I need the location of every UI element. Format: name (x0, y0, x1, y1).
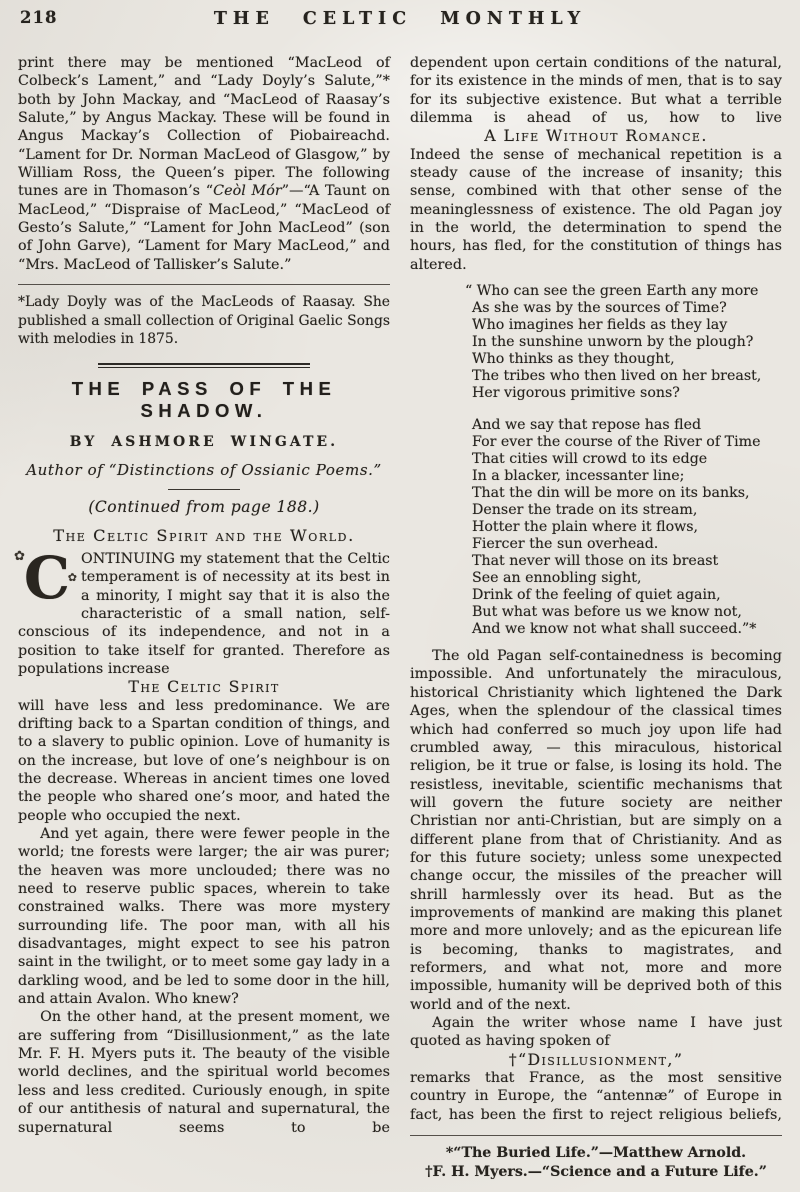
dropcap-flower-icon: ✿ (14, 548, 25, 564)
article-title: THE PASS OF THE SHADOW. (71, 377, 337, 421)
poem-line: Her vigorous primitive sons? (472, 385, 680, 402)
poem-line: Fiercer the sun overhead. (472, 536, 659, 553)
continued-note: (Continued from page 188.) (88, 497, 320, 516)
drop-cap (14, 543, 77, 612)
opening-paragraph (14, 543, 390, 678)
drop-cap-letter: C (23, 543, 71, 612)
poem-line: As she was by the sources of Time? (472, 300, 727, 317)
france-paragraph: remarks that France, as the most sensitive country in Europe, the “antennæ” of Europe in fact, has been the first to reject religious beliefs, (410, 1070, 782, 1123)
inline-heading-celtic-spirit: The Celtic Spirit (128, 677, 280, 697)
tune-collection-title: Ceòl Mór (213, 183, 282, 200)
poem-line: That the din will be more on its banks, (472, 485, 750, 502)
article-author-note: Author of “Distinctions of Ossianic Poems.” (26, 460, 382, 479)
poem-line: See an ennobling sight, (472, 570, 642, 587)
poem-line: And we know not what shall succeed.”* (472, 621, 757, 638)
poem-line: Who thinks as they thought, (472, 351, 675, 368)
right-footnotes-block (410, 1125, 782, 1192)
poem-line: That cities will crowd to its edge (472, 451, 708, 468)
poem-line: Drink of the feeling of quiet again, (472, 587, 721, 604)
poem-line: In a blacker, incessanter line; (472, 468, 685, 485)
masthead-title: THE CELTIC MONTHLY (213, 9, 587, 29)
dropcap-flower-icon: ✿ (67, 570, 77, 584)
footnote-divider-left (18, 284, 390, 285)
page-number: 218 (20, 8, 58, 27)
poem-quotation (465, 283, 782, 638)
poem-line: Denser the trade on its stream, (472, 502, 698, 519)
poem-line: And we say that repose has fled (472, 417, 702, 434)
fewer-people-paragraph: And yet again, there were fewer people in the world; tne forests were larger; the air was purer; the heaven was more unclouded; there was no need to reserve public spaces, wherein to take constrained walks. There was more mystery surrounding life. The poor man, with all his disadvantages, might expect to see his patron saint in the twilight, or to meet some gay lady in a darkling wood, and be led to some door in the hill, and attain Avalon. Who knew? (18, 826, 390, 1008)
article-byline: BY ASHMORE WINGATE. (69, 433, 339, 450)
dependent-paragraph: dependent upon certain conditions of the natural, for its existence in the minds of men, that is to say for its subjective existence. But what a terrible dilemma is ahead of us, how to live (410, 55, 782, 127)
footnote-buried-life: *“The Buried Life.”—Matthew Arnold. (445, 1145, 747, 1161)
left-continuation-text-a: print there may be mentioned “MacLeod of Colbeck’s Lament,” and “Lady Doyly’s Salute,”* both by John Mackay, and “MacLeod of Raasay’s Salute,” by Angus Mackay. These will be found in Angus Mackay’s Collection of Piobaireachd. “Lament for Dr. Norman MacLeod of Glasgow,” by William Ross, the Queen’s piper. The following tunes are in Thomason’s “ (18, 55, 390, 200)
heading-life-without-romance: A Life Without Romance. (484, 126, 708, 146)
running-head (18, 6, 782, 36)
right-column (410, 54, 782, 1192)
article-head-divider (98, 363, 310, 368)
left-footnote: *Lady Doyly was of the MacLeods of Raasay. She published a small collection of Original Gaelic Songs with melodies in 1875. (18, 294, 390, 347)
heading-disillusionment: †“Disillusionment,” (508, 1049, 684, 1069)
poem-stanza-2 (465, 417, 782, 638)
left-continuation-text-b: ”—“A Taunt on MacLeod,” “Dispraise of MacLeod,” “MacLeod of Gesto’s Salute,” “Lament for John MacLeod” (son of John Garve), “Lament for Mary MacLeod,” and “Mrs. MacLeod of Tallisker’s Salute.” (18, 183, 391, 273)
poem-stanza-1 (465, 283, 782, 402)
mechanical-repetition-paragraph: Indeed the sense of mechanical repetition is a steady cause of the increase of insanity; this sense, combined with that other sense of the meaninglessness of existence. The old Pagan joy in the world, the determination to spend the hours, has fled, for the constitution of things has altered. (410, 146, 782, 273)
disillusionment-paragraph: On the other hand, at the present moment, we are suffering from “Disillusionment,” as the late Mr. F. H. Myers puts it. The beauty of the visible world declines, and the spiritual world becomes less and less credited. Curiously enough, in spite of our antithesis of natural and supernatural, the supernatural seems to be (18, 1009, 390, 1136)
poem-line: Hotter the plain where it flows, (472, 519, 699, 536)
section-heading: The Celtic Spirit and the World. (53, 525, 355, 545)
left-continuation-paragraph (18, 54, 390, 274)
pagan-self-containedness-paragraph: The old Pagan self-containedness is becoming impossible. And unfortunately the miraculous, historical Christianity which lightened the Dark Ages, when the splendour of the classical times which had conferred so much joy upon life had crumbled away, — this miraculous, historical religion, be it true or false, is losing its hold. The resistless, inevitable, scientific mechanisms that will govern the future society are neither Christian nor anti-Christian, but are simply on a different plane from that of Christianity. And as for this future society; unless some unexpected change occur, the missiles of the preacher will shrill harmlessly over its head. But as the improvements of mankind are making this planet more and more unlovely; and as the epicurean life is becoming, thanks to magistrates, and reformers, and what not, more and more impossible, humanity will be deprived both of this world and of the next. (410, 648, 782, 1013)
poem-line: The tribes who then lived on her breast, (472, 368, 762, 385)
footnote-myers: †F. H. Myers.—“Science and a Future Life.” (425, 1164, 767, 1180)
poem-line: That never will those on its breast (472, 553, 719, 570)
opening-paragraph-text: ONTINUING my statement that the Celtic temperament is of necessity at its best in a minority, I might say that it is also the characteristic of a small nation, self-conscious of its independence, and not in a position to take itself for granted. Therefore as populations increase (18, 550, 390, 677)
poem-line: “ Who can see the green Earth any more (465, 283, 759, 300)
poem-line: But what was before us we know not, (472, 604, 742, 621)
poem-line: For ever the course of the River of Time (472, 434, 761, 451)
poem-line: Who imagines her fields as they lay (472, 317, 728, 334)
again-writer-paragraph: Again the writer whose name I have just quoted as having spoken of (410, 1015, 782, 1050)
poem-line: In the sunshine unworn by the plough? (472, 334, 754, 351)
two-column-layout (14, 54, 782, 1192)
predominance-paragraph: will have less and less predominance. We are drifting back to a Spartan condition of things, and to a slavery to public opinion. Love of humanity is on the increase, but love of one’s neighbour is on the decrease. Whereas in ancient times one loved the people who shared one’s moor, and hated the people who occupied the next. (18, 697, 390, 824)
byline-divider (168, 489, 240, 490)
footnote-divider-right (410, 1135, 782, 1136)
left-column (14, 54, 391, 1192)
